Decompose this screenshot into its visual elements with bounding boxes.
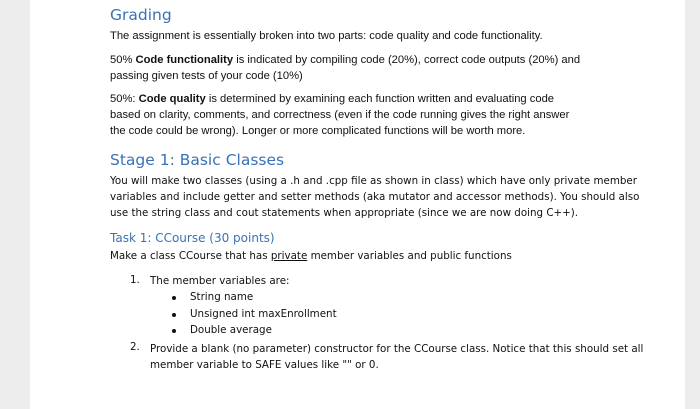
functionality-rest: is indicated by compiling code (20%), correct code outputs (20%) and — [233, 54, 581, 66]
list-item-text — [150, 341, 643, 373]
item2-line-2: member variable to SAFE values like "" or 0. — [150, 359, 379, 371]
task1-description — [110, 248, 512, 264]
quality-bold: Code quality — [138, 93, 206, 105]
quality-line-2: based on clarity, comments, and correctness (even if the code running gives the right answer — [110, 109, 570, 121]
grading-heading: Grading — [110, 6, 172, 24]
quality-paragraph — [110, 91, 569, 139]
quality-line-1 — [110, 91, 569, 107]
grading-intro: The assignment is essentially broken into two parts: code quality and code functionality. — [110, 30, 543, 42]
functionality-paragraph — [110, 52, 580, 84]
functionality-bold: Code functionality — [135, 54, 234, 66]
functionality-line-1 — [110, 52, 580, 68]
bullet-icon — [172, 329, 176, 333]
list-item-number: 1. — [130, 274, 140, 286]
item2-line-1: Provide a blank (no parameter) constructor for the CCourse class. Notice that this should set all — [150, 343, 644, 355]
member-item: Unsigned int maxEnrollment — [190, 308, 337, 320]
stage1-paragraph — [110, 173, 639, 221]
document-page — [30, 0, 685, 409]
stage1-heading: Stage 1: Basic Classes — [110, 151, 285, 169]
bullet-icon — [172, 313, 176, 317]
stage1-line-1: You will make two classes (using a .h and .cpp file as shown in class) which have only private member — [110, 175, 637, 187]
functionality-line-2: passing given tests of your code (10%) — [110, 70, 303, 82]
quality-rest: is determined by examining each function written and evaluating code — [205, 93, 555, 105]
quality-line-3: the code could be wrong). Longer or more complicated functions will be worth more. — [110, 125, 526, 137]
task1-desc-before: Make a class CCourse that has — [110, 250, 271, 262]
list-item-text: The member variables are: — [150, 275, 290, 287]
task1-desc-underlined: private — [270, 250, 308, 262]
member-item: Double average — [190, 324, 272, 336]
list-item-number: 2. — [130, 341, 140, 353]
stage1-line-3: use the string class and cout statements when appropriate (since we are now doing C++). — [110, 207, 579, 219]
quality-prefix: 50%: — [110, 93, 139, 105]
task1-desc-after: member variables and public functions — [307, 250, 512, 262]
stage1-line-2: variables and include getter and setter methods (aka mutator and accessor methods). You should also — [110, 191, 640, 203]
bullet-icon — [172, 296, 176, 300]
functionality-prefix: 50% — [110, 54, 136, 66]
member-item: String name — [190, 291, 254, 303]
task1-heading: Task 1: CCourse (30 points) — [110, 231, 275, 245]
